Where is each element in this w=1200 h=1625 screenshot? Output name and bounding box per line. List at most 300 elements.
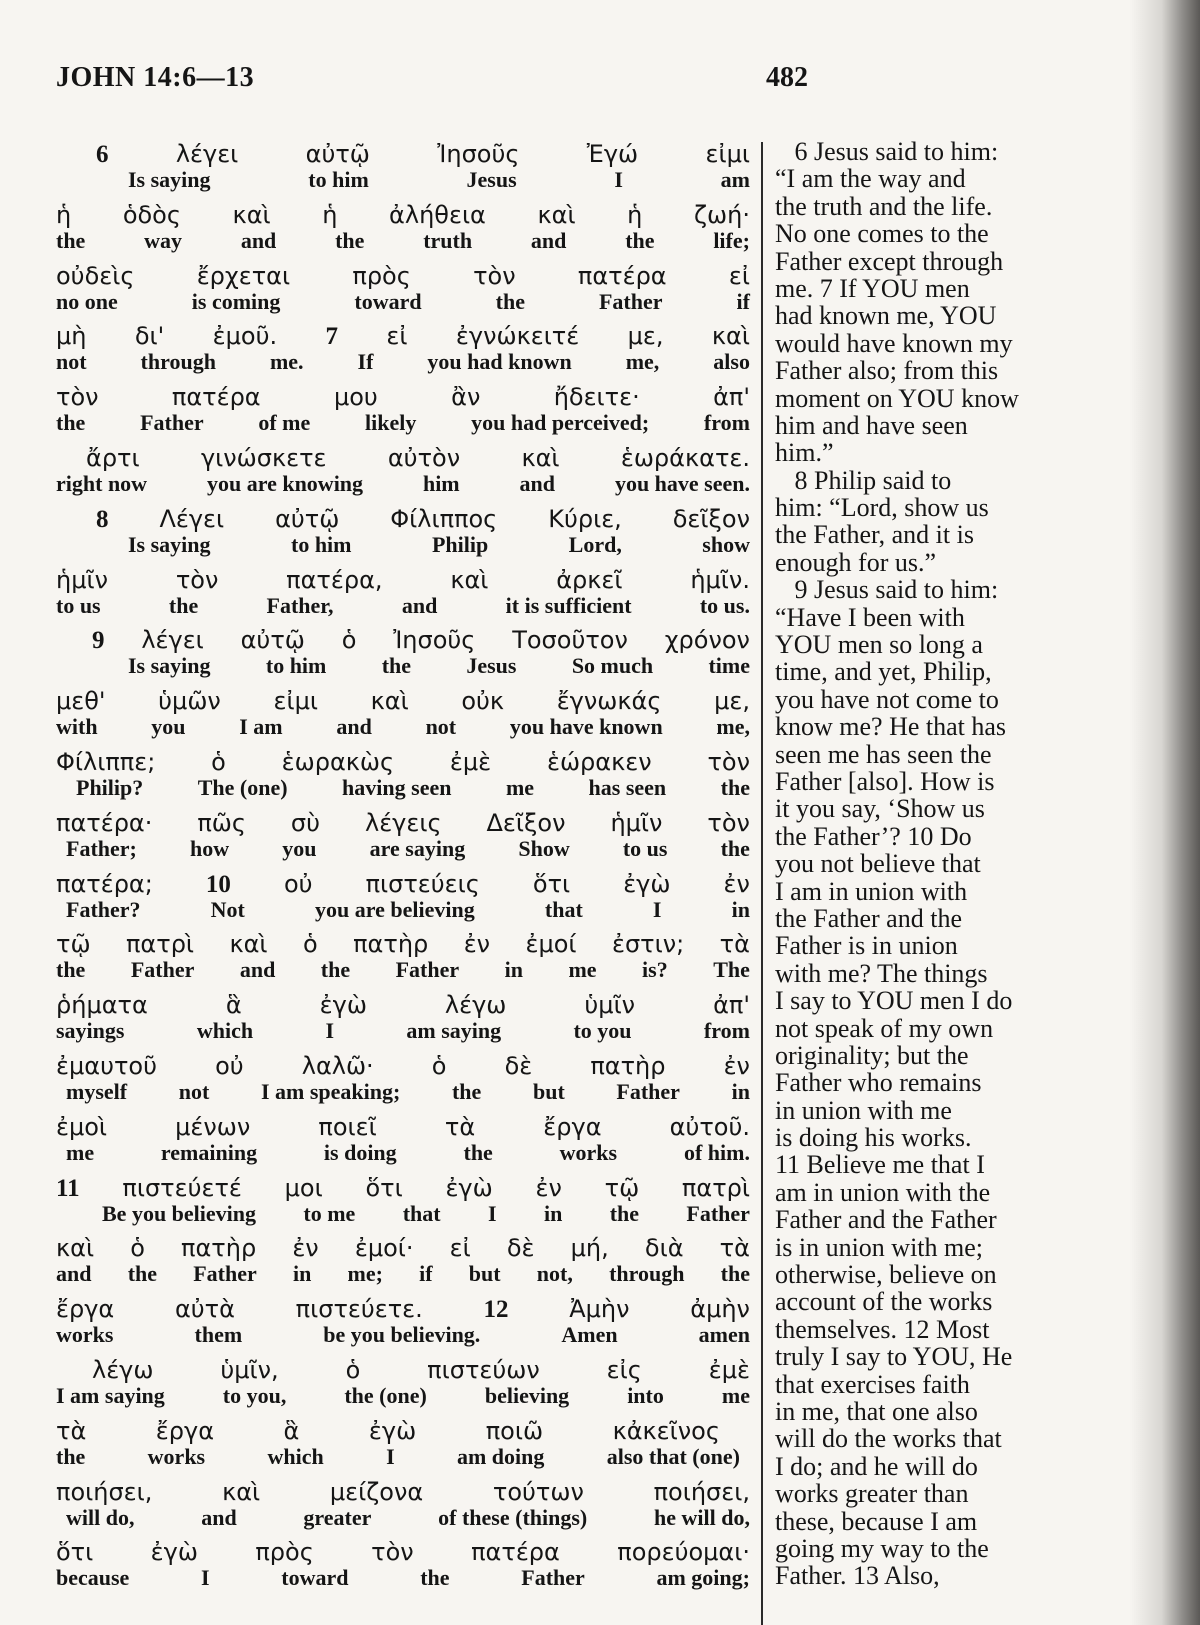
greek-word: πατρὶ	[681, 1173, 750, 1202]
english-gloss: and	[401, 592, 438, 618]
greek-word: ἐστιν;	[611, 930, 685, 959]
greek-word: με,	[627, 322, 664, 351]
english-gloss: and	[201, 1504, 237, 1530]
greek-word: ἡμῖν.	[690, 565, 750, 594]
translation-line: him and have seen	[775, 410, 968, 440]
interlinear-row	[56, 1291, 750, 1352]
translation-line: him.”	[775, 438, 834, 468]
greek-word: οὐδεὶς	[56, 261, 135, 290]
english-gloss: to you,	[222, 1382, 287, 1408]
translation-line: truly I say to YOU, He	[775, 1342, 1013, 1372]
english-gloss: me	[505, 774, 535, 800]
greek-word: ἐγὼ	[150, 1538, 198, 1567]
english-gloss: the	[381, 653, 412, 679]
english-gloss: and	[56, 1261, 92, 1287]
greek-word: ἐν	[535, 1173, 562, 1202]
interlinear-row	[56, 1170, 750, 1231]
english-gloss: me	[568, 957, 597, 983]
translation-line: enough for us.”	[775, 547, 937, 577]
english-gloss: of these (things)	[438, 1504, 588, 1530]
greek-word: τὸν	[707, 747, 750, 776]
english-gloss: to us.	[699, 592, 750, 618]
translation-line: had known me, YOU	[775, 301, 997, 331]
greek-word: ἀμὴν	[690, 1295, 750, 1324]
english-gloss-line	[56, 956, 750, 984]
greek-word: ὑμῶν	[158, 687, 221, 716]
greek-word: ἐν	[723, 1051, 750, 1080]
translation-line: 8 Philip said to	[775, 465, 952, 495]
english-gloss-line	[56, 1504, 750, 1532]
greek-word: αὐτοῦ.	[669, 1112, 750, 1141]
english-gloss-line	[56, 896, 750, 924]
translation-line: will do the works that	[775, 1424, 1002, 1454]
interlinear-row	[56, 1534, 750, 1595]
english-gloss: me	[66, 1139, 95, 1165]
translation-line: these, because I am	[775, 1506, 978, 1536]
english-gloss-line	[56, 1443, 750, 1471]
interlinear-row	[56, 197, 750, 258]
greek-word: εἰ	[728, 261, 750, 290]
translation-line: Father [also]. How is	[775, 766, 995, 796]
english-gloss: Philip?	[76, 774, 144, 800]
english-gloss: the	[451, 1078, 482, 1104]
english-gloss: am doing	[456, 1443, 545, 1469]
english-gloss: and	[240, 227, 277, 253]
greek-word: καὶ	[537, 200, 576, 229]
english-gloss: of me	[258, 410, 311, 436]
greek-word: μείζονα	[329, 1477, 424, 1506]
greek-word: τούτων	[492, 1477, 584, 1506]
greek-word: ἡμῖν	[56, 565, 109, 594]
greek-word: ἐγὼ	[445, 1173, 493, 1202]
english-gloss: am going;	[656, 1565, 750, 1591]
greek-word: πρὸς	[255, 1538, 314, 1567]
english-gloss: Is saying	[128, 653, 211, 679]
english-gloss-line	[56, 470, 750, 498]
greek-word: καὶ	[56, 1234, 95, 1263]
english-gloss: which	[196, 1018, 254, 1044]
english-gloss: show	[702, 531, 750, 557]
greek-word: αὐτὸν	[387, 443, 461, 472]
greek-word: πιστεύετέ	[122, 1173, 242, 1202]
interlinear-row	[56, 1230, 750, 1291]
english-gloss: if	[736, 288, 750, 314]
translation-line: the Father, and it is	[775, 520, 974, 550]
greek-word: ἡ	[627, 200, 643, 229]
greek-word: ἀπ'	[713, 991, 750, 1020]
english-gloss: Father	[616, 1078, 680, 1104]
greek-word: ἀλήθεια	[389, 200, 486, 229]
greek-word: ἡμῖν	[610, 808, 663, 837]
translation-line: you have not come to	[775, 684, 999, 714]
greek-word: εἰς	[606, 1355, 642, 1384]
greek-word: πιστεύετε.	[295, 1295, 423, 1324]
english-gloss: you had known	[427, 349, 572, 375]
english-gloss: not,	[536, 1261, 573, 1287]
english-gloss: also	[713, 349, 750, 375]
greek-word: ὁ	[431, 1051, 447, 1080]
english-gloss: the (one)	[344, 1382, 427, 1408]
interlinear-row	[56, 683, 750, 744]
greek-word: ἔρχεται	[196, 261, 291, 290]
greek-word: ἡ	[322, 200, 338, 229]
english-gloss: Father?	[66, 896, 141, 922]
english-gloss: in	[731, 896, 750, 922]
english-gloss: remaining	[160, 1139, 258, 1165]
greek-word: πατὴρ	[590, 1051, 666, 1080]
english-gloss: to you	[573, 1018, 632, 1044]
translation-line: am in union with the	[775, 1177, 991, 1207]
greek-word: πρὸς	[352, 261, 411, 290]
translation-line: the Father’? 10 Do	[775, 821, 972, 851]
english-gloss: the	[625, 227, 655, 253]
english-gloss: because	[56, 1565, 130, 1591]
translation-line: 11 Believe me that I	[775, 1150, 985, 1180]
english-gloss: greater	[303, 1504, 372, 1530]
translation-line: account of the works	[775, 1287, 993, 1317]
greek-word: με,	[714, 687, 750, 716]
greek-word: Φίλιππος	[390, 504, 498, 533]
english-gloss: be you believing.	[323, 1322, 481, 1348]
translation-line: I say to YOU men I do	[775, 986, 1013, 1016]
english-gloss: amen	[698, 1322, 750, 1348]
english-gloss: Father	[130, 957, 195, 983]
english-gloss: am saying	[406, 1018, 502, 1044]
greek-word: ἐμοί·	[354, 1234, 414, 1263]
greek-word: πιστεύεις	[365, 869, 480, 898]
english-gloss: to me	[303, 1200, 356, 1226]
greek-word: ὁ	[302, 930, 318, 959]
greek-word: Ἐγώ	[586, 140, 639, 168]
greek-word: πατέρα,	[286, 565, 383, 594]
english-gloss: and	[336, 714, 372, 740]
greek-word: κἀκεῖνος	[612, 1416, 720, 1445]
english-gloss-line	[56, 1260, 750, 1288]
english-gloss: Father	[598, 288, 663, 314]
verse-number: 8	[96, 505, 109, 533]
english-gloss: Show	[518, 835, 570, 861]
interlinear-row	[56, 622, 750, 683]
greek-word: ἃ	[225, 991, 242, 1020]
english-gloss: Father	[193, 1261, 257, 1287]
greek-word: δὲ	[504, 1051, 533, 1080]
english-gloss: has seen	[588, 774, 667, 800]
translation-line: me. 7 If YOU men	[775, 273, 970, 303]
translation-line: Father. 13 Also,	[775, 1561, 940, 1591]
greek-word: αὐτὰ	[174, 1295, 235, 1324]
english-gloss: toward	[281, 1565, 349, 1591]
english-gloss: Amen	[561, 1322, 618, 1348]
english-gloss: not	[56, 349, 87, 375]
translation-line: time, and yet, Philip,	[775, 657, 992, 687]
greek-word: Ἰησοῦς	[437, 140, 520, 168]
greek-word: Λέγει	[159, 504, 225, 533]
interlinear-row	[56, 379, 750, 440]
greek-word: ἐγὼ	[623, 869, 671, 898]
english-gloss: sayings	[56, 1018, 125, 1044]
greek-word: ὁ	[211, 747, 226, 776]
english-gloss: believing	[484, 1382, 570, 1408]
english-gloss-line	[56, 1200, 750, 1228]
greek-word: πῶς	[197, 808, 246, 837]
greek-word: ἄρτι	[86, 443, 140, 472]
english-gloss: and	[530, 227, 567, 253]
verse-number: 7	[325, 323, 339, 351]
greek-word: εἰμι	[705, 140, 750, 168]
english-gloss: having seen	[342, 774, 452, 800]
greek-word: δὲ	[506, 1234, 535, 1263]
interlinear-row	[56, 1109, 750, 1170]
greek-word: Κύριε,	[548, 504, 622, 533]
interlinear-row	[56, 866, 750, 927]
english-gloss: is coming	[191, 288, 281, 314]
english-gloss: the	[127, 1261, 158, 1287]
greek-word: ὑμῖν,	[220, 1355, 279, 1384]
greek-word: τὰ	[719, 1234, 750, 1263]
greek-word: τὸν	[371, 1538, 414, 1567]
translation-line: seen me has seen the	[775, 739, 992, 769]
translation-line: in me, that one also	[775, 1396, 978, 1426]
greek-word: δεῖξον	[672, 504, 750, 533]
english-gloss: Father;	[66, 835, 137, 861]
greek-word: ὅτι	[365, 1173, 403, 1202]
greek-word: λέγω	[92, 1355, 154, 1384]
english-gloss: Be you believing	[102, 1200, 257, 1226]
interlinear-row	[56, 1352, 750, 1413]
translation-line: “Have I been with	[775, 602, 965, 632]
greek-word: ἐμὲ	[708, 1355, 750, 1384]
column-divider	[761, 142, 763, 1625]
english-gloss: you are believing	[315, 896, 475, 922]
english-gloss: Is saying	[128, 531, 211, 557]
greek-word: εἰ	[449, 1234, 471, 1263]
chapter-reference: JOHN 14:6—13	[56, 62, 255, 93]
greek-word: καὶ	[521, 443, 560, 472]
verse-number: 11	[56, 1174, 80, 1202]
english-gloss: him	[422, 470, 460, 496]
interlinear-column	[56, 136, 750, 1595]
greek-word: ἤδειτε·	[553, 383, 640, 412]
interlinear-row	[56, 805, 750, 866]
interlinear-row	[56, 318, 750, 379]
greek-word: ἡ	[56, 200, 72, 229]
greek-word: ἐγὼ	[319, 991, 367, 1020]
greek-word: ὅτι	[532, 869, 571, 898]
interlinear-row	[56, 501, 750, 562]
translation-line: is doing his works.	[775, 1123, 972, 1153]
greek-word: ἐν	[292, 1234, 319, 1263]
greek-word: Ἰησοῦς	[393, 626, 476, 655]
interlinear-row	[56, 926, 750, 987]
greek-word: ἑωράκατε.	[620, 443, 750, 472]
english-gloss: the	[420, 1565, 450, 1591]
greek-word: λέγω	[444, 991, 507, 1020]
english-gloss: to us	[622, 835, 668, 861]
greek-word: καὶ	[370, 687, 409, 716]
translation-line: the Father and the	[775, 903, 962, 933]
greek-word: Φίλιππε;	[56, 747, 156, 776]
greek-word: τὸν	[707, 808, 750, 837]
greek-word: ἐμοὶ	[56, 1112, 108, 1141]
english-gloss-line	[56, 1564, 750, 1592]
english-gloss: into	[627, 1382, 664, 1408]
greek-word: λαλῶ·	[301, 1051, 374, 1080]
english-gloss: he will do,	[654, 1504, 750, 1530]
translation-line: Father who remains	[775, 1068, 982, 1098]
english-gloss: in	[731, 1078, 750, 1104]
greek-word: σὺ	[290, 808, 321, 837]
greek-word: μὴ	[56, 322, 87, 351]
english-gloss: me,	[625, 349, 660, 375]
english-gloss: the	[335, 227, 365, 253]
greek-word: μένων	[175, 1112, 251, 1141]
translation-line: otherwise, believe on	[775, 1260, 997, 1290]
english-gloss: So much	[571, 653, 654, 679]
english-gloss: you have seen.	[614, 470, 750, 496]
english-gloss: but	[532, 1078, 565, 1104]
interlinear-row	[56, 258, 750, 319]
english-gloss: it is sufficient	[505, 592, 632, 618]
english-gloss: and	[519, 470, 556, 496]
greek-word: πατρὶ	[125, 930, 195, 959]
english-gloss-line	[56, 1382, 750, 1410]
greek-word: μεθ'	[56, 687, 106, 716]
english-gloss: I	[652, 896, 662, 922]
greek-word: ἐγὼ	[368, 1416, 417, 1445]
english-gloss: Lord,	[568, 531, 622, 557]
english-gloss: from	[703, 1018, 750, 1044]
english-gloss-line	[56, 348, 750, 376]
greek-word: τῷ	[604, 1173, 640, 1202]
english-gloss: life;	[713, 227, 750, 253]
greek-word: τὸν	[473, 261, 516, 290]
greek-word: αὐτῷ	[275, 504, 340, 533]
translation-line: would have known my	[775, 328, 1013, 358]
english-gloss: how	[190, 835, 230, 861]
greek-word: τὸν	[56, 383, 99, 412]
translation-line: I am in union with	[775, 876, 968, 906]
greek-word: ἐν	[463, 930, 491, 959]
interlinear-row	[56, 1048, 750, 1109]
greek-word: λέγει	[141, 626, 204, 655]
english-gloss: to him	[265, 653, 327, 679]
translation-line: Father except through	[775, 246, 1004, 276]
english-gloss: Jesus	[466, 653, 517, 679]
greek-word: ἐμαυτοῦ	[56, 1051, 157, 1080]
greek-word: ζωή·	[693, 200, 750, 229]
translation-line: in union with me	[775, 1095, 952, 1125]
english-gloss-line	[56, 1017, 750, 1045]
english-gloss: Jesus	[466, 167, 517, 192]
greek-word: καὶ	[711, 322, 750, 351]
greek-word: λέγεις	[364, 808, 442, 837]
translation-line: Father and the Father	[775, 1205, 997, 1235]
english-gloss: I	[488, 1200, 497, 1226]
greek-word: καὶ	[450, 565, 489, 594]
interlinear-row	[56, 987, 750, 1048]
greek-word: πατέρα;	[56, 869, 153, 898]
greek-word: πιστεύων	[427, 1355, 540, 1384]
english-gloss: that	[544, 896, 583, 922]
english-gloss: the	[168, 592, 199, 618]
greek-word: ῥήματα	[56, 991, 148, 1020]
english-gloss: the	[720, 835, 750, 861]
english-gloss: to him	[291, 531, 352, 557]
greek-word: χρόνον	[664, 626, 750, 655]
english-gloss: I am speaking;	[260, 1078, 401, 1104]
greek-word: ὁδὸς	[122, 200, 181, 229]
greek-word: μή,	[570, 1234, 609, 1263]
greek-word: τὰ	[719, 930, 750, 959]
verse-number: 6	[96, 141, 109, 168]
english-gloss: right now	[56, 470, 148, 496]
english-gloss: The (one)	[197, 774, 288, 800]
greek-word: ποιήσει,	[56, 1477, 153, 1506]
verse-number: 10	[205, 870, 231, 898]
greek-word: ποιῶ	[485, 1416, 544, 1445]
translation-line: I do; and he will do	[775, 1451, 978, 1481]
greek-word: ἔργα	[56, 1295, 115, 1324]
english-gloss: time	[708, 653, 750, 679]
english-gloss: works	[147, 1443, 206, 1469]
greek-word: γινώσκετε	[200, 443, 327, 472]
english-gloss: me;	[347, 1261, 383, 1287]
verse-number: 12	[483, 1296, 509, 1324]
translation-line: Father is in union	[775, 931, 958, 961]
english-gloss: me.	[269, 349, 304, 375]
greek-word: Δεῖξον	[486, 808, 566, 837]
page-binding-shadow	[1130, 0, 1200, 1625]
interlinear-row	[56, 1474, 750, 1535]
translation-column	[775, 138, 1105, 1590]
translation-line: Father also; from this	[775, 356, 999, 386]
english-gloss: also that (one)	[606, 1443, 740, 1469]
english-gloss: Father	[521, 1565, 585, 1591]
english-gloss: the	[320, 957, 351, 983]
english-gloss: the	[463, 1139, 493, 1165]
greek-word: ἃ	[283, 1416, 300, 1445]
interlinear-row	[56, 1413, 750, 1474]
greek-word: ὅτι	[56, 1538, 94, 1567]
english-gloss: not	[425, 714, 457, 740]
greek-word: τὸν	[175, 565, 219, 594]
translation-line: it you say, ‘Show us	[775, 794, 985, 824]
english-gloss: I am	[239, 714, 283, 740]
english-gloss: Father	[140, 410, 204, 436]
greek-word: ἐν	[723, 869, 750, 898]
english-gloss: Not	[210, 896, 245, 922]
english-gloss: am	[720, 167, 750, 192]
english-gloss: likely	[365, 410, 417, 436]
english-gloss: the	[56, 227, 86, 253]
english-gloss: is doing	[323, 1139, 397, 1165]
english-gloss-line	[56, 1139, 750, 1167]
english-gloss: I	[325, 1018, 335, 1044]
english-gloss: works	[559, 1139, 618, 1165]
verse-number: 9	[92, 627, 105, 655]
english-gloss: you	[151, 714, 186, 740]
translation-line: No one comes to the	[775, 219, 989, 249]
english-gloss: with	[56, 714, 98, 740]
english-gloss-line	[56, 288, 750, 316]
greek-word: ἀπ'	[713, 383, 750, 412]
greek-word: ἔργα	[155, 1416, 215, 1445]
translation-line: know me? He that has	[775, 712, 1007, 742]
translation-line: the truth and the life.	[775, 191, 993, 221]
english-gloss: will do,	[66, 1504, 135, 1530]
greek-word: ἂν	[451, 383, 481, 412]
english-gloss: the	[720, 774, 750, 800]
